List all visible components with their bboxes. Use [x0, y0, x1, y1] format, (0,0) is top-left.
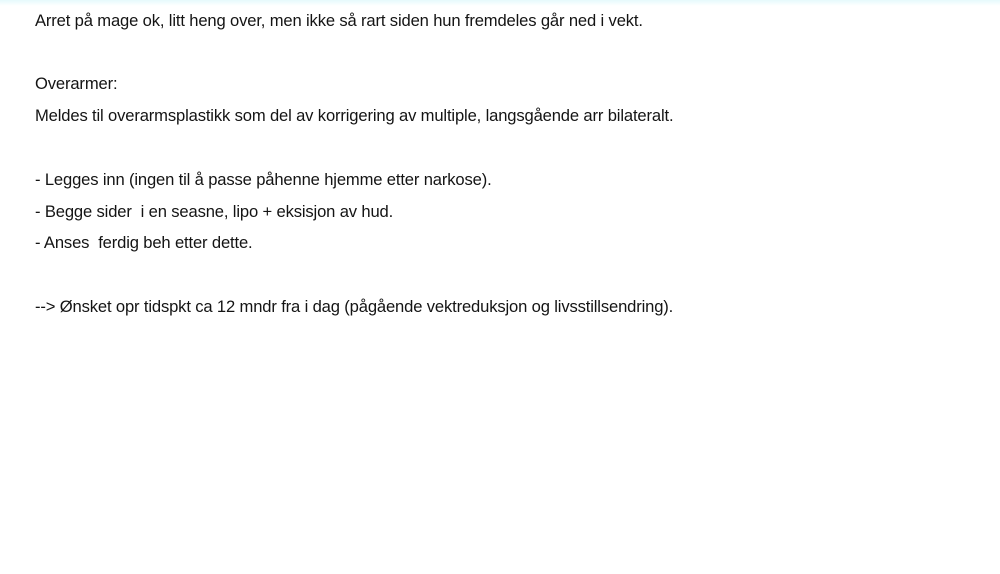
document-body[interactable] [35, 0, 995, 323]
text-line-desired-surgery-time: --> Ønsket opr tidspkt ca 12 mndr fra i dag (pågående vektreduksjon og livsstillsendring). [35, 296, 674, 316]
section-heading-overarmer: Overarmer: [35, 74, 118, 94]
text-line-referral: Meldes til overarmsplastikk som del av korrigering av multiple, langsgående arr bilateralt. [35, 106, 674, 126]
blank-line [35, 259, 995, 291]
bullet-item-treatment-complete: - Anses ferdig beh etter dette. [35, 233, 253, 253]
bullet-item-admission: - Legges inn (ingen til å passe påhenne hjemme etter narkose). [35, 169, 492, 189]
clipped-top-line [35, 0, 995, 5]
text-line-wound-status: Arret på mage ok, litt heng over, men ikke så rart siden hun fremdeles går ned i vekt. [35, 10, 643, 30]
blank-line [35, 37, 995, 69]
blank-line [35, 132, 995, 164]
bullet-item-both-sides: - Begge sider i en seasne, lipo + eksisjon av hud. [35, 201, 394, 221]
